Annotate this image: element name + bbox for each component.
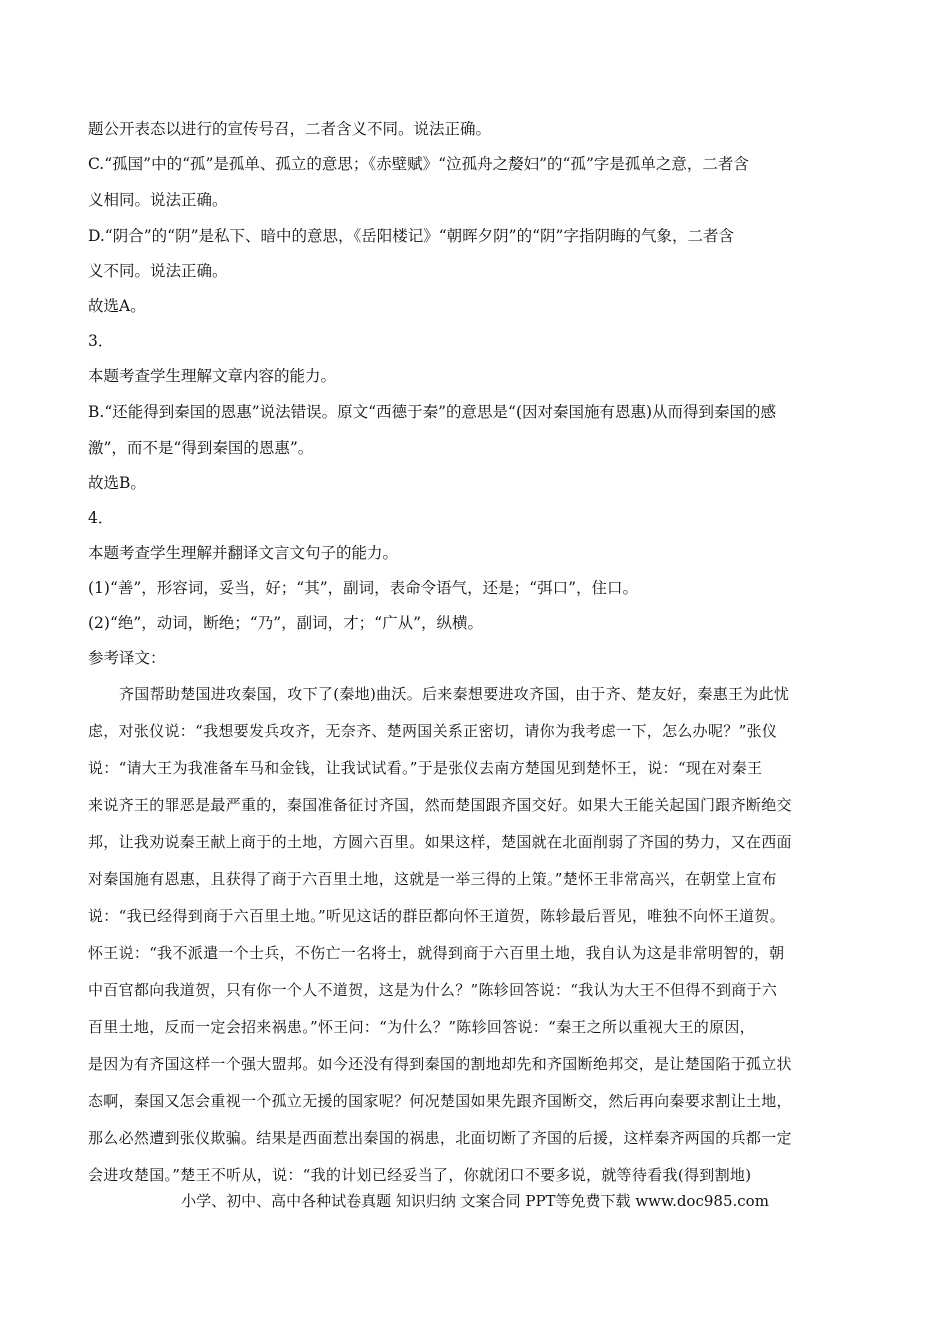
translation-section <box>88 676 872 1194</box>
analysis-line: 本题考查学生理解文章内容的能力。 <box>88 367 337 385</box>
translation-line: 中百官都向我道贺，只有你一个人不道贺，这是为什么？”陈轸回答说：“我认为大王不但得不到商于六 <box>88 981 778 999</box>
analysis-line: 本题考查学生理解并翻译文言文句子的能力。 <box>88 544 399 562</box>
analysis-line: D.“阴合”的“阴”是私下、暗中的意思，《岳阳楼记》“朝晖夕阴”的“阴”字指阴晦的气象，二者含 <box>88 227 734 245</box>
analysis-line: 故选A。 <box>88 297 146 315</box>
translation-line: 邦，让我劝说秦王献上商于的土地，方圆六百里。如果这样，楚国就在北面削弱了齐国的势力，又在西面 <box>88 833 792 851</box>
question-number: 3． <box>88 332 114 350</box>
page-footer: 小学、初中、高中各种试卷真题 知识归纳 文案合同 PPT等免费下载 www.doc985.com <box>181 1192 769 1210</box>
analysis-line: (1)“善”，形容词，妥当，好；“其”，副词，表命令语气，还是；“弭口”，住口。 <box>88 579 639 597</box>
analysis-line: (2)“绝”，动词，断绝；“乃”，副词，才；“广从”，纵横。 <box>88 614 484 632</box>
translation-line: 态啊，秦国又怎会重视一个孤立无援的国家呢？何况楚国如果先跟齐国断交，然后再向秦要求割让土地， <box>88 1092 792 1110</box>
analysis-line: C.“孤国”中的“孤”是孤单、孤立的意思；《赤壁赋》“泣孤舟之嫠妇”的“孤”字是孤单之意，二者含 <box>88 155 749 173</box>
translation-line: 来说齐王的罪恶是最严重的，秦国准备征讨齐国，然而楚国跟齐国交好。如果大王能关起国门跟齐断绝交 <box>88 796 792 814</box>
translation-line: 说：“我已经得到商于六百里土地。”听见这话的群臣都向怀王道贺，陈轸最后晋见，唯独不向怀王道贺。 <box>88 907 785 925</box>
translation-heading: 参考译文： <box>88 649 166 667</box>
translation-line: 说：“请大王为我准备车马和金钱，让我试试看。”于是张仪去南方楚国见到楚怀王，说：“现在对秦王 <box>88 759 763 777</box>
translation-line: 虑，对张仪说：“我想要发兵攻齐，无奈齐、楚两国关系正密切，请你为我考虑一下，怎么办呢？”张仪 <box>88 722 778 740</box>
translation-line: 是因为有齐国这样一个强大盟邦。如今还没有得到秦国的割地却先和齐国断绝邦交，是让楚国陷于孤立状 <box>88 1055 792 1073</box>
analysis-section <box>88 112 872 676</box>
translation-line: 会进攻楚国。”楚王不听从，说：“我的计划已经妥当了，你就闭口不要多说，就等待看我(得到割地) <box>88 1166 752 1184</box>
analysis-line: 义不同。说法正确。 <box>88 262 228 280</box>
translation-line: 那么必然遭到张仪欺骗。结果是西面惹出秦国的祸患，北面切断了齐国的后援，这样秦齐两国的兵都一定 <box>88 1129 792 1147</box>
page-content <box>88 112 872 1194</box>
analysis-line: 题公开表态以进行的宣传号召，二者含义不同。说法正确。 <box>88 120 492 138</box>
question-number: 4． <box>88 509 114 527</box>
analysis-line: 义相同。说法正确。 <box>88 191 228 209</box>
analysis-line: B.“还能得到秦国的恩惠”说法错误。原文“西德于秦”的意思是“(因对秦国施有恩惠)从而得到秦国的感 <box>88 403 777 421</box>
analysis-line: 故选B。 <box>88 474 146 492</box>
translation-line: 怀王说：“我不派遣一个士兵，不伤亡一名将士，就得到商于六百里土地，我自认为这是非常明智的，朝 <box>88 944 785 962</box>
analysis-line: 激”，而不是“得到秦国的恩惠”。 <box>88 439 314 457</box>
translation-line: 对秦国施有恩惠，且获得了商于六百里土地，这就是一举三得的上策。”楚怀王非常高兴，在朝堂上宣布 <box>88 870 777 888</box>
translation-line: 齐国帮助楚国进攻秦国，攻下了(秦地)曲沃。后来秦想要进攻齐国，由于齐、楚友好，秦惠王为此忧 <box>119 685 790 703</box>
translation-line: 百里土地，反而一定会招来祸患。”怀王问：“为什么？”陈轸回答说：“秦王之所以重视大王的原因， <box>88 1018 755 1036</box>
